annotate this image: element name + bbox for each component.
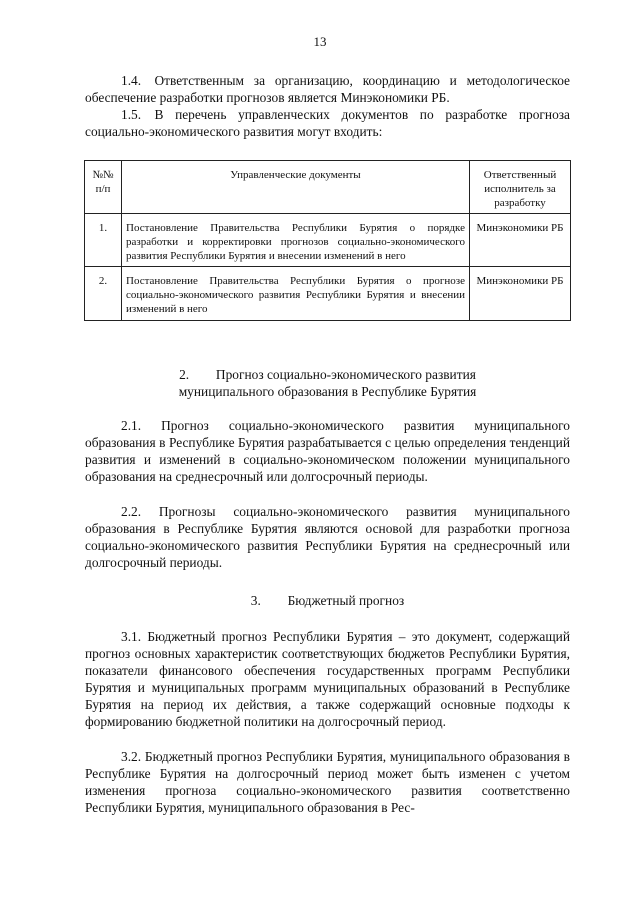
section-3-heading: 3. Бюджетный прогноз (250, 593, 405, 608)
paragraph-1-4: 1.4. Ответственным за организацию, координацию и методологическое обеспечение разработки прогнозов является Минэкономики РБ. (85, 73, 570, 105)
header-num: №№ п/п (85, 161, 122, 214)
paragraph-3-2: 3.2. Бюджетный прогноз Республики Бурятия, муниципального образования в Республике Бурятия на долгосрочный период может быть изменен с учетом изменения прогноза социально-экономического развития соответственно Республики Бурятия, муниципального образования в Рес- (85, 749, 570, 815)
paragraph-2-1: 2.1. Прогноз социально-экономического развития муниципального образования в Республике Бурятия разрабатывается с целью определения тенденций развития и изменений в социально-экономическом положении муниципального образования на среднесрочный или долгосрочный периоды. (85, 418, 570, 484)
row-responsible: Минэкономики РБ (470, 214, 571, 267)
section-2-heading-line2: муниципального образования в Республике Бурятия (178, 384, 477, 399)
header-documents: Управленческие документы (122, 161, 470, 214)
row-document: Постановление Правительства Республики Бурятия о прогнозе социально-экономического развития Республики Бурятия и внесении изменений в него (122, 267, 470, 321)
page-number: 13 (313, 34, 327, 49)
section-2-heading-line1: 2. Прогноз социально-экономического развития (179, 367, 476, 382)
paragraph-1-5: 1.5. В перечень управленческих документов по разработке прогноза социально-экономического развития могут входить: (85, 107, 570, 139)
table-row (85, 267, 571, 321)
paragraph-3-1: 3.1. Бюджетный прогноз Республики Бурятия – это документ, содержащий прогноз основных характеристик соответствующих бюджетов Республики Бурятия, показатели финансового обеспечения государственных программ Республики Бурятия и муниципальных программ муниципальных образований в Республике Бурятия на период их действия, а также содержащий основные подходы к формированию бюджетной политики на долгосрочный период. (85, 629, 570, 729)
table-header-row (85, 161, 571, 214)
header-responsible: Ответственный исполнитель за разработку (470, 161, 571, 214)
table-row (85, 214, 571, 267)
row-num: 2. (85, 267, 122, 321)
documents-table (84, 160, 571, 321)
row-document: Постановление Правительства Республики Бурятия о порядке разработки и корректировки прогнозов социально-экономического развития Республики Бурятия и внесении изменений в него (122, 214, 470, 267)
section-2-heading (85, 366, 570, 400)
paragraph-2-2: 2.2. Прогнозы социально-экономического развития муниципального образования в Республике Бурятия являются основой для разработки прогноза социально-экономического развития Республики Бурятия на среднесрочный или долгосрочный периоды. (85, 504, 570, 570)
row-responsible: Минэкономики РБ (470, 267, 571, 321)
row-num: 1. (85, 214, 122, 267)
